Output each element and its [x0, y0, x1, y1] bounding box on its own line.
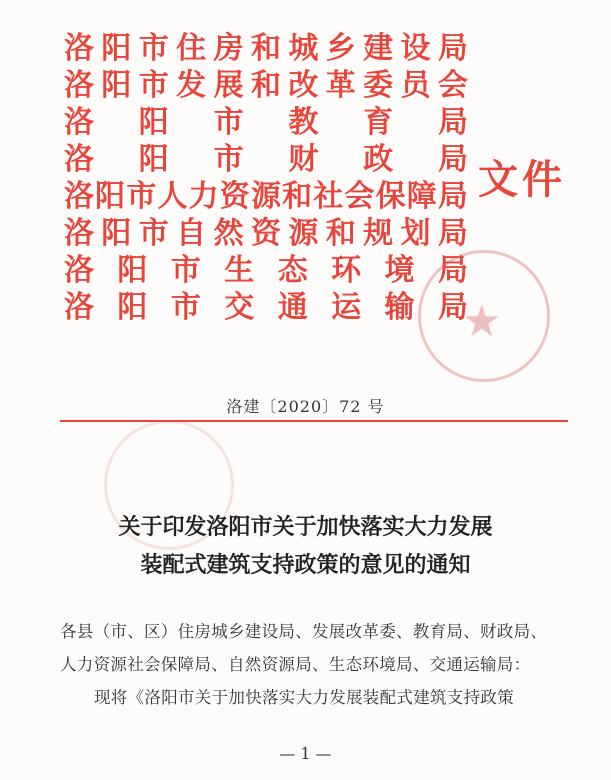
issuer-char: 洛	[64, 290, 94, 325]
issuer-char: 建	[363, 31, 394, 66]
issuer-char: 保	[375, 179, 406, 214]
issuer-char: 阳	[117, 253, 148, 288]
issuer-char: 洛	[64, 31, 94, 66]
issuer-char: 城	[288, 31, 319, 66]
issuer-char: 阳	[95, 179, 126, 214]
issuer-char: 洛	[64, 216, 94, 251]
issuer-char: 交	[224, 290, 255, 325]
issuer-char: 市	[170, 253, 201, 288]
issuer-char: 障	[406, 179, 437, 214]
body-line-1: 各县（市、区）住房城乡建设局、发展改革委、教育局、财政局、	[60, 622, 548, 641]
issuer-char: 阳	[117, 290, 148, 325]
issuer-char: 局	[437, 290, 468, 325]
issuer-char: 会	[437, 68, 468, 103]
title-line-1: 关于印发洛阳市关于加快落实大力发展	[118, 514, 493, 540]
issuer-char: 源	[250, 179, 281, 214]
issuer-char: 市	[213, 105, 244, 140]
issuer-char: 会	[344, 179, 375, 214]
issuer-char: 教	[288, 105, 319, 140]
issuer-char: 和	[282, 179, 313, 214]
issuer-char: 局	[437, 31, 468, 66]
issuer-char: 阳	[101, 31, 132, 66]
issuer-char: 房	[213, 31, 244, 66]
red-divider-line	[60, 420, 568, 422]
issuer-char: 展	[213, 68, 244, 103]
title-line-2: 装配式建筑支持政策的意见的通知	[140, 552, 471, 578]
issuer-char: 资	[250, 216, 281, 251]
issuer-char: 洛	[64, 105, 94, 140]
issuer-char: 划	[400, 216, 431, 251]
issuer-char: 局	[437, 142, 468, 177]
issuer-char: 改	[288, 68, 319, 103]
issuer-char: 和	[250, 68, 281, 103]
body-line-3: 现将《洛阳市关于加快落实大力发展装配式建筑支持政策	[94, 688, 514, 707]
issuer-char: 运	[331, 290, 362, 325]
issuer-char: 市	[126, 179, 157, 214]
issuer-char: 乡	[325, 31, 356, 66]
issuer-char: 育	[363, 105, 394, 140]
seal-star-icon: ★	[462, 296, 502, 347]
issuer-char: 委	[363, 68, 394, 103]
issuer-row	[64, 178, 468, 215]
issuer-char: 规	[363, 216, 394, 251]
issuer-row	[64, 104, 468, 141]
notice-title	[0, 508, 611, 584]
issuer-char: 洛	[64, 68, 94, 103]
issuer-char: 资	[219, 179, 250, 214]
issuer-char: 输	[384, 290, 415, 325]
issuer-row	[64, 215, 468, 252]
issuer-row	[64, 289, 468, 326]
issuer-char: 革	[325, 68, 356, 103]
document-word: 文件	[478, 156, 566, 203]
issuer-char: 财	[288, 142, 319, 177]
issuer-char: 力	[188, 179, 219, 214]
issuer-char: 社	[313, 179, 344, 214]
issuer-row	[64, 252, 468, 289]
issuer-row	[64, 30, 468, 67]
issuer-char: 政	[363, 142, 394, 177]
issuer-char: 自	[176, 216, 207, 251]
issuing-authorities	[64, 30, 468, 326]
issuer-char: 住	[176, 31, 207, 66]
issuer-char: 洛	[64, 142, 94, 177]
issuer-char: 环	[331, 253, 362, 288]
issuer-char: 洛	[64, 253, 94, 288]
issuer-row	[64, 141, 468, 178]
issuer-char: 阳	[138, 105, 169, 140]
page-number: — 1 —	[279, 744, 332, 763]
issuer-char: 然	[213, 216, 244, 251]
issuer-char: 市	[170, 290, 201, 325]
issuer-char: 局	[437, 105, 468, 140]
issuer-char: 市	[138, 31, 169, 66]
issuer-char: 人	[157, 179, 188, 214]
issuer-char: 局	[437, 253, 468, 288]
issuer-char: 态	[277, 253, 308, 288]
issuer-char: 阳	[138, 142, 169, 177]
issuer-char: 阳	[101, 216, 132, 251]
issuer-char: 局	[437, 179, 468, 214]
issuer-char: 通	[277, 290, 308, 325]
issuer-char: 境	[384, 253, 415, 288]
issuer-char: 和	[250, 31, 281, 66]
issuer-char: 阳	[101, 68, 132, 103]
issuer-char: 发	[176, 68, 207, 103]
issuer-char: 员	[400, 68, 431, 103]
issuer-char: 洛	[64, 179, 94, 214]
body-line-2: 人力资源社会保障局、自然资源局、生态环境局、交通运输局：	[60, 655, 531, 674]
issuer-char: 局	[437, 216, 468, 251]
issuer-char: 市	[138, 216, 169, 251]
issuer-char: 源	[288, 216, 319, 251]
issuer-char: 市	[138, 68, 169, 103]
issuer-char: 生	[224, 253, 255, 288]
issuer-char: 和	[325, 216, 356, 251]
document-number: 洛建〔2020〕72 号	[226, 397, 385, 416]
notice-body	[60, 615, 580, 714]
issuer-char: 设	[400, 31, 431, 66]
issuer-row	[64, 67, 468, 104]
issuer-char: 市	[213, 142, 244, 177]
